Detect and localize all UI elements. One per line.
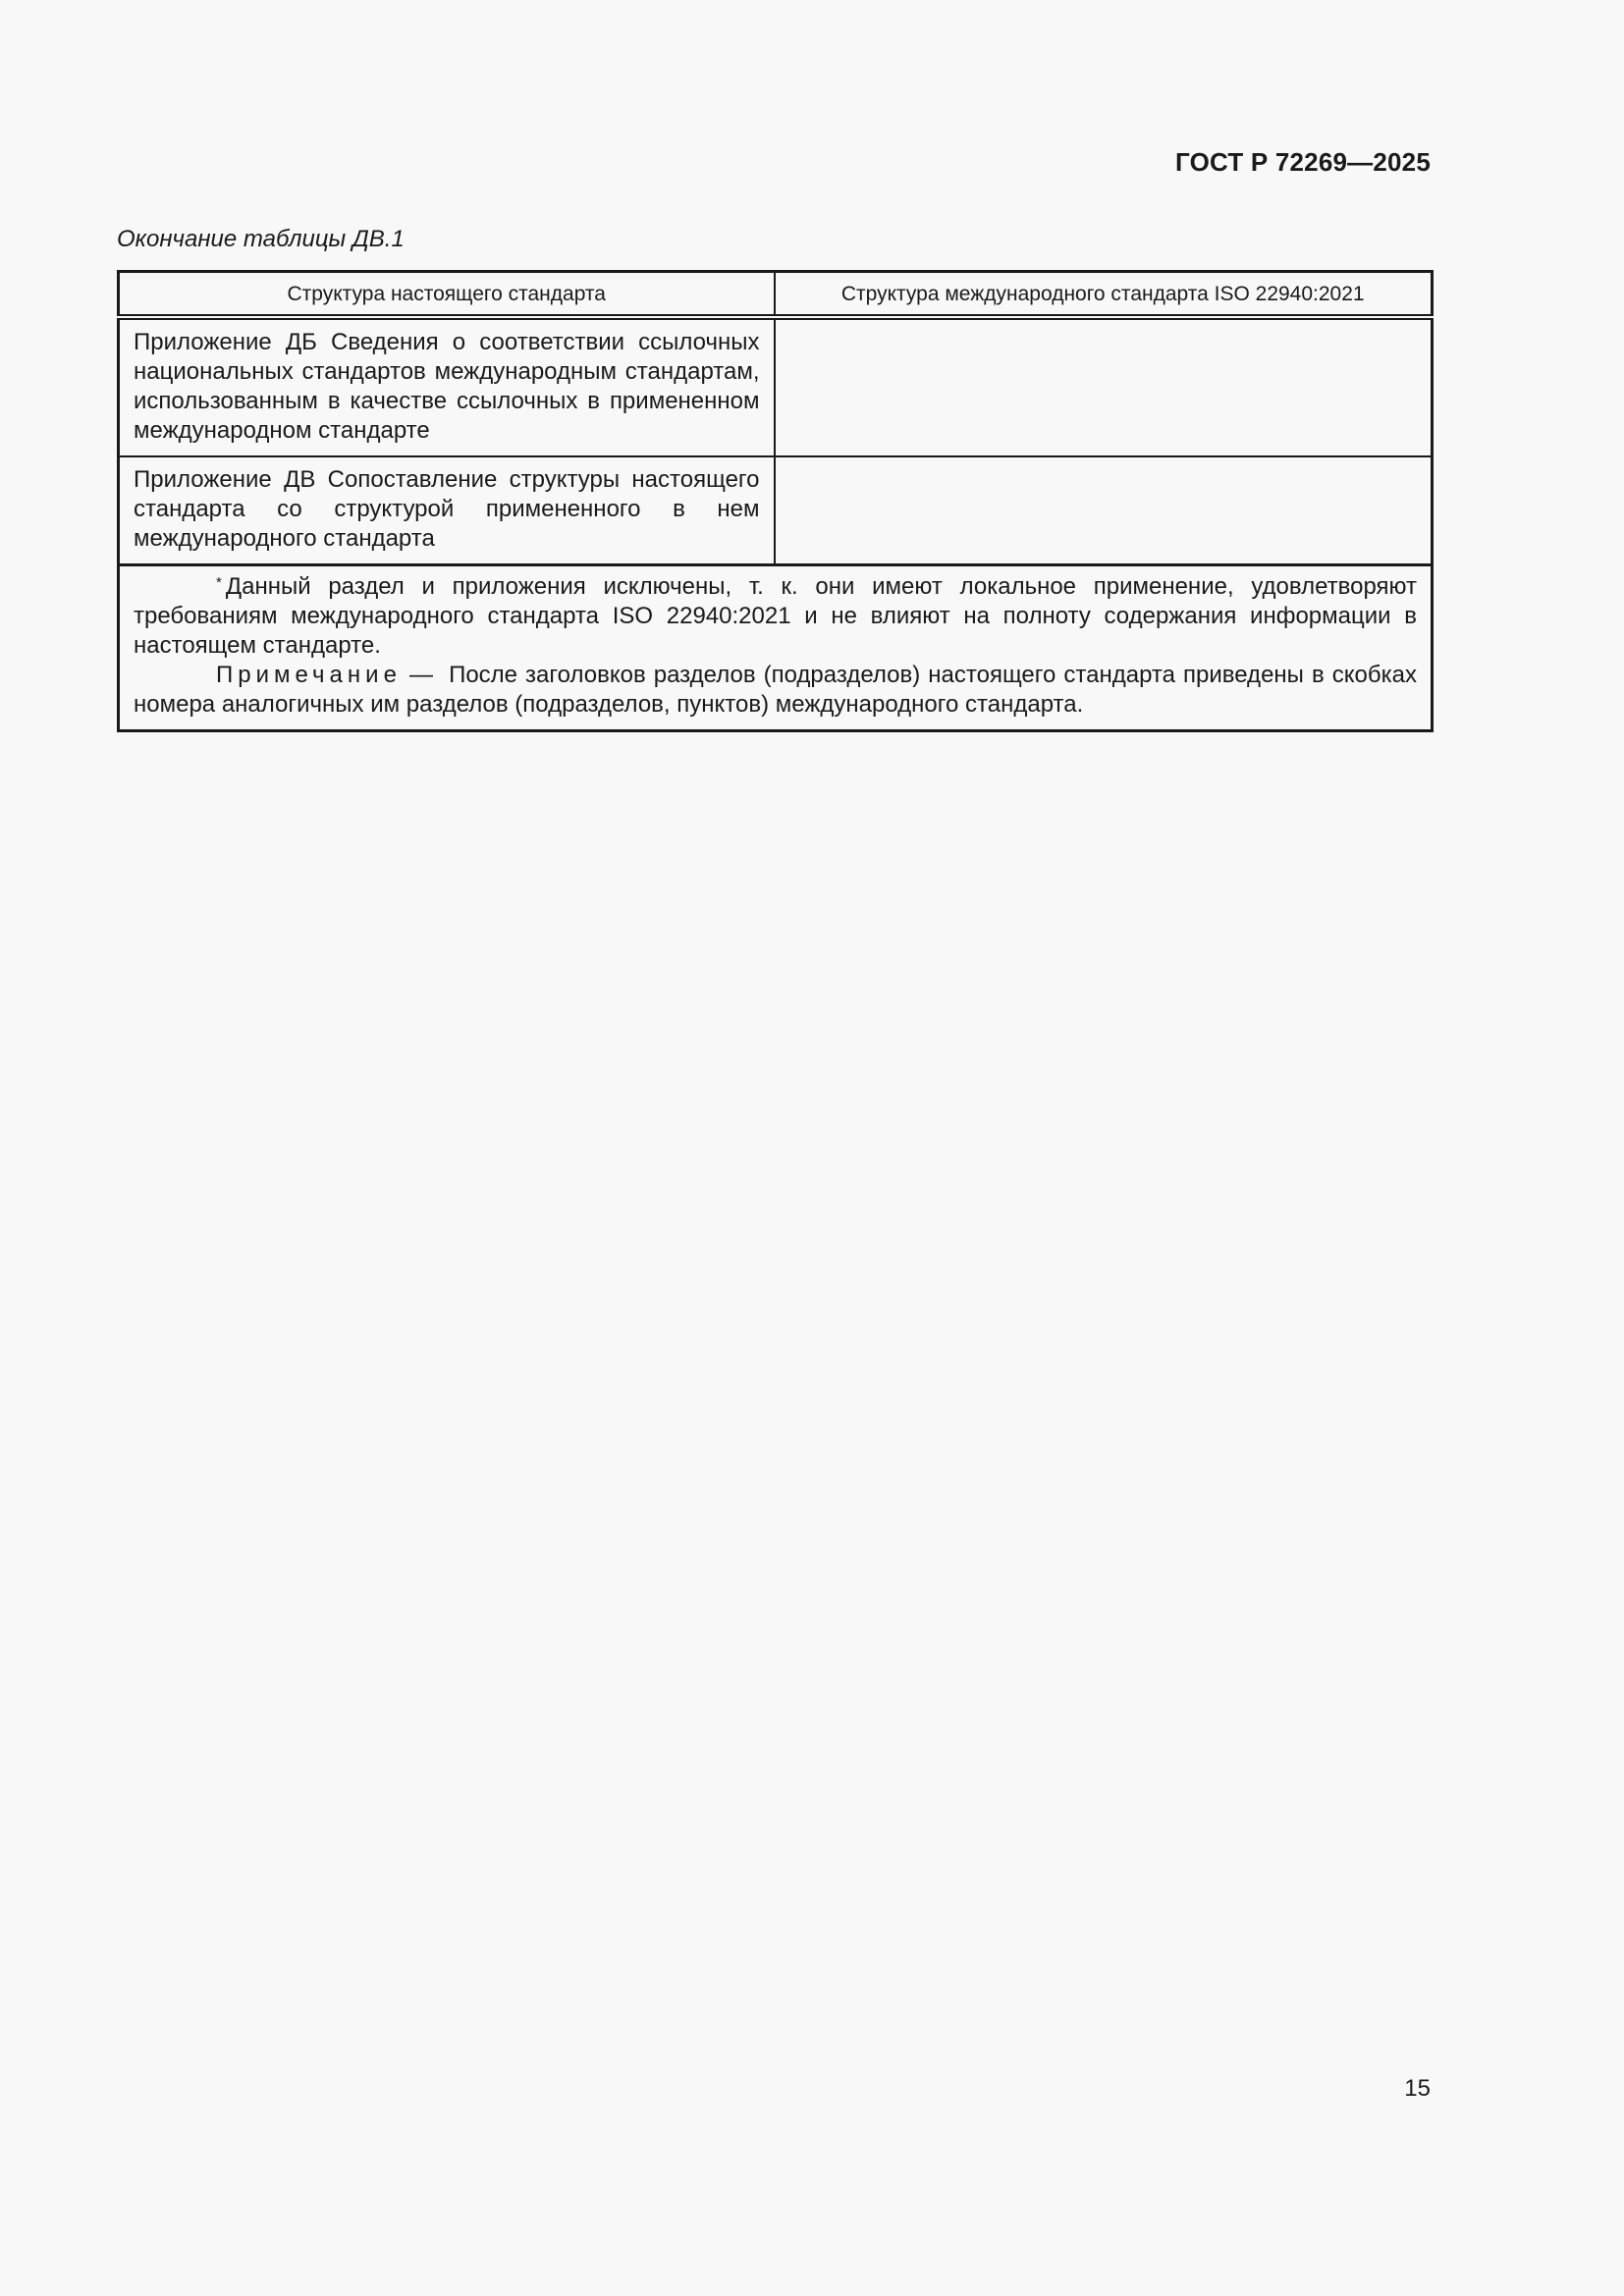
- structure-comparison-table: [117, 270, 1434, 732]
- table-footer-row: [119, 565, 1433, 731]
- table-header-row: [119, 272, 1433, 318]
- table-cell-international-structure: [775, 456, 1433, 565]
- footnote-marker: *: [216, 574, 222, 591]
- footnote-text: Данный раздел и приложения исключены, т. к. они имеют локальное применение, удовлетворяют требованиям международного стандарта ISO 22940:2021 и не влияют на полноту содержания информации в настоящем стандарте.: [134, 573, 1417, 659]
- document-designation: ГОСТ Р 72269—2025: [1175, 147, 1431, 177]
- table-cell-current-structure: Приложение ДБ Сведения о соответствии ссылочных национальных стандартов международным стандартам, использованным в качестве ссылочных в примененном международном стандарте: [119, 317, 775, 456]
- table-footer: [119, 565, 1433, 731]
- note-label: Примечание: [216, 662, 402, 688]
- note-dash: —: [408, 662, 433, 688]
- note-text: После заголовков разделов (подразделов) настоящего стандарта приведены в скобках номера аналогичных им разделов (подразделов, пунктов) международного стандарта.: [134, 662, 1417, 718]
- column-header-current-standard: Структура настоящего стандарта: [119, 272, 775, 318]
- column-header-international-standard: Структура международного стандарта ISO 22940:2021: [775, 272, 1433, 318]
- table-row: [119, 456, 1433, 565]
- page-number: 15: [1404, 2075, 1431, 2102]
- table-cell-current-structure: Приложение ДВ Сопоставление структуры настоящего стандарта со структурой примененного в нем международного стандарта: [119, 456, 775, 565]
- table-cell-international-structure: [775, 317, 1433, 456]
- table-row: [119, 317, 1433, 456]
- note: [134, 661, 1417, 720]
- footnote: [134, 572, 1417, 661]
- table-caption: Окончание таблицы ДВ.1: [117, 226, 405, 252]
